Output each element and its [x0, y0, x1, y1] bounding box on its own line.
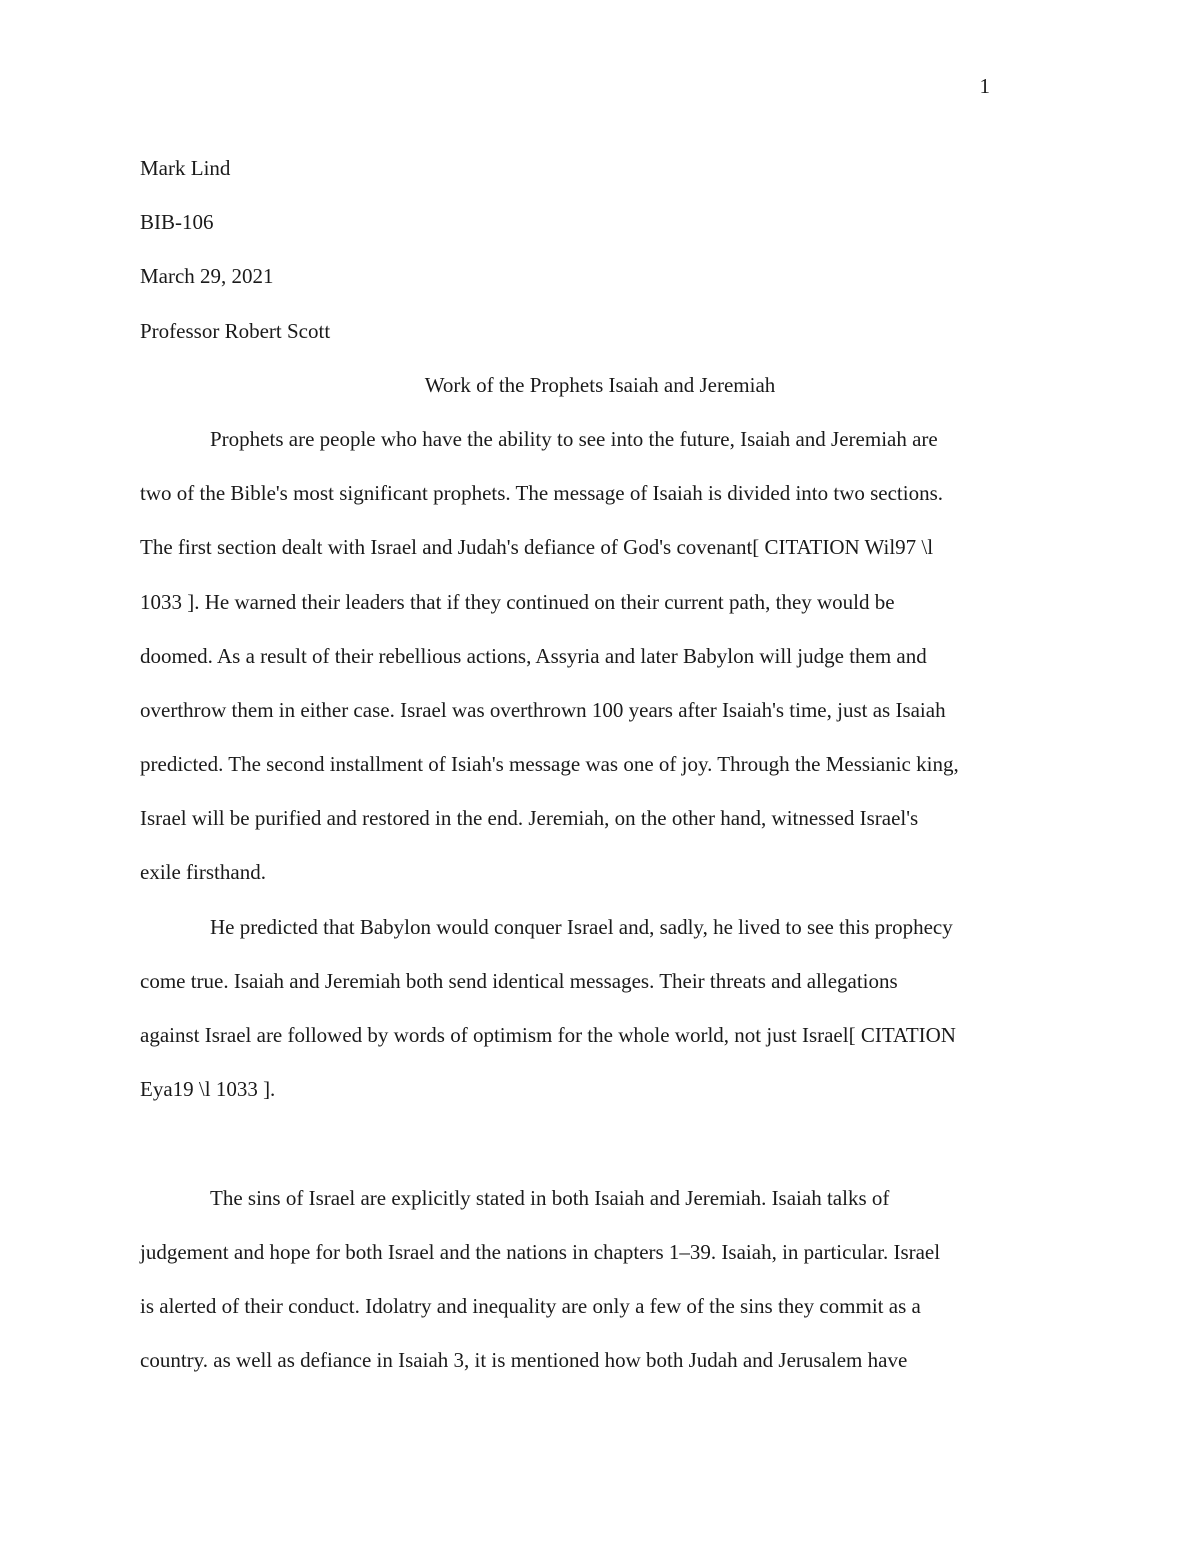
paragraph-line: overthrow them in either case. Israel was overthrown 100 years after Isaiah's time, just as Isaiah — [140, 697, 946, 722]
paragraph-line: come true. Isaiah and Jeremiah both send identical messages. Their threats and allegations — [140, 968, 898, 993]
paragraph-1 — [140, 412, 1060, 900]
paragraph-line: Prophets are people who have the ability to see into the future, Isaiah and Jeremiah are — [210, 426, 938, 451]
course-code: BIB-106 — [140, 210, 214, 235]
paragraph-line: against Israel are followed by words of optimism for the whole world, not just Israel[ CITATION — [140, 1023, 956, 1047]
paragraph-line: two of the Bible's most significant prophets. The message of Isaiah is divided into two sections. — [140, 481, 944, 506]
document-body — [140, 141, 1060, 1387]
author-name: Mark Lind — [140, 156, 231, 180]
essay-title: Work of the Prophets Isaiah and Jeremiah — [424, 372, 776, 397]
paragraph-line: exile firsthand. — [140, 860, 266, 885]
professor-name: Professor Robert Scott — [140, 318, 331, 343]
paragraph-2 — [140, 900, 1060, 1117]
paragraph-line: judgement and hope for both Israel and the nations in chapters 1–39. Isaiah, in particular. Israel — [140, 1239, 941, 1264]
paragraph-line: country. as well as defiance in Isaiah 3, it is mentioned how both Judah and Jerusalem have — [140, 1348, 908, 1373]
paragraph-line: is alerted of their conduct. Idolatry and inequality are only a few of the sins they commit as a — [140, 1293, 921, 1318]
paragraph-line: doomed. As a result of their rebellious actions, Assyria and later Babylon will judge them and — [140, 643, 927, 668]
paragraph-line: Eya19 \l 1033 ]. — [140, 1077, 276, 1102]
submission-date: March 29, 2021 — [140, 264, 274, 289]
page-number: 1 — [979, 74, 990, 98]
paragraph-line: 1033 ]. He warned their leaders that if they continued on their current path, they would be — [140, 589, 895, 614]
paragraph-gap — [140, 1116, 1060, 1170]
paragraph-3 — [140, 1171, 1060, 1388]
paragraph-line: He predicted that Babylon would conquer Israel and, sadly, he lived to see this prophecy — [210, 914, 953, 939]
paragraph-line: The sins of Israel are explicitly stated in both Isaiah and Jeremiah. Isaiah talks of — [210, 1185, 890, 1210]
paragraph-line: The first section dealt with Israel and Judah's defiance of God's covenant[ CITATION Wil97 \l — [140, 535, 934, 560]
paragraph-line: Israel will be purified and restored in the end. Jeremiah, on the other hand, witnessed Israel's — [140, 806, 919, 831]
paragraph-line: predicted. The second installment of Isiah's message was one of joy. Through the Messianic king, — [140, 752, 959, 777]
